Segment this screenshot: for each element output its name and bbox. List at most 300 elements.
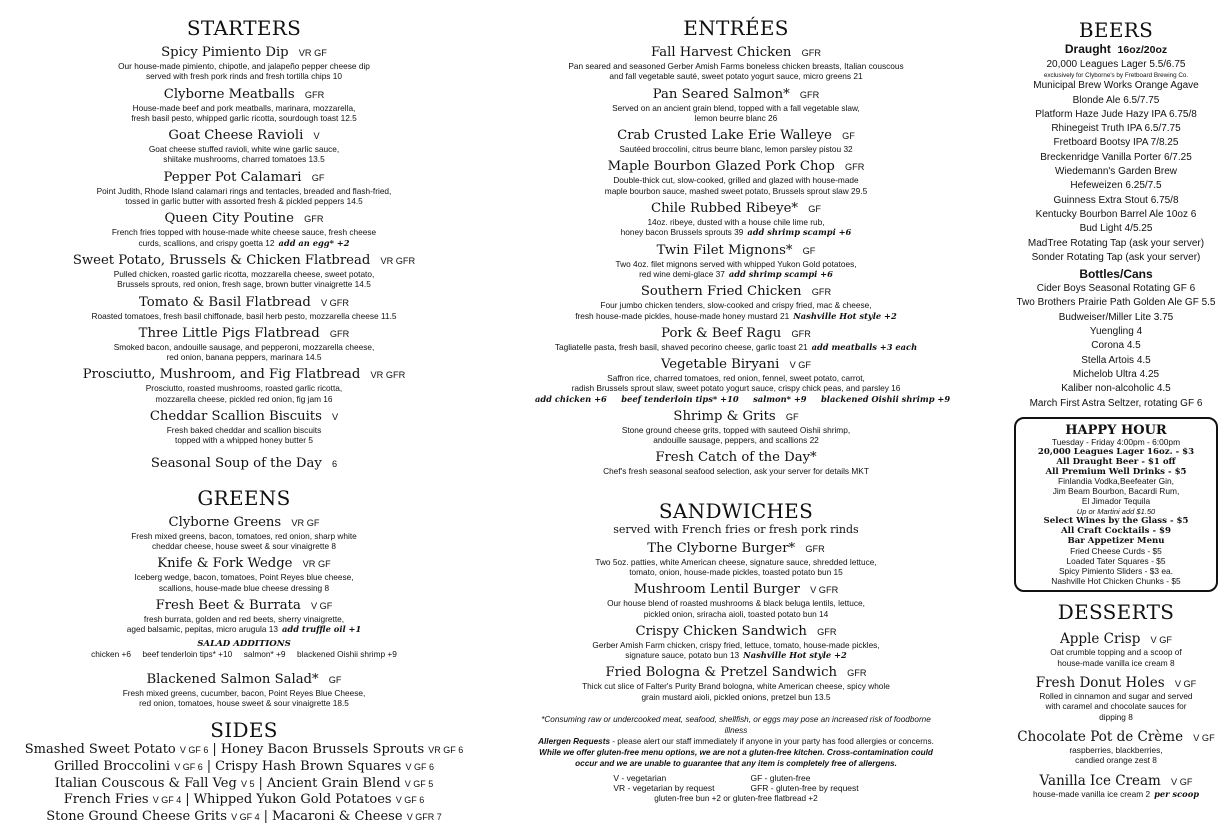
- item-desc: [6, 342, 482, 352]
- item-desc-text: Double-thick cut, slow-cooked, grilled and glazed with house-made: [613, 175, 859, 186]
- item-desc: [6, 279, 482, 289]
- item-desc-text: shiitake mushrooms, charred tomatoes 13.5: [163, 154, 325, 165]
- menu-item: [1014, 672, 1218, 722]
- item-desc-text: topped with a whipped honey butter 5: [175, 435, 313, 446]
- item-desc-text: Tagliatelle pasta, fresh basil, shaved pecorino cheese, garlic toast 21: [554, 341, 808, 352]
- beer-item: Wiedemann's Garden Brew: [1055, 166, 1177, 178]
- item-desc-text: signature sauce, potato bun 13: [625, 650, 740, 661]
- desserts-list: [1014, 628, 1218, 798]
- item-addon: add meatballs +3 each: [811, 341, 918, 352]
- item-desc: [535, 681, 937, 691]
- item-desc-text: curds, scallions, and crispy goetta 12: [138, 237, 275, 248]
- happy-hour-line: All Draught Beer - $1 off: [1056, 456, 1176, 467]
- item-desc-text: house-made vanilla ice cream 2: [1032, 788, 1151, 799]
- starters-list: [6, 41, 482, 446]
- item-desc-text: red wine demi-glace 37: [639, 268, 725, 279]
- item-name: Maple Bourbon Glazed Pork Chop: [607, 159, 835, 175]
- beer-item: Guinness Extra Stout 6.75/8: [1053, 194, 1179, 206]
- item-desc: [535, 373, 937, 383]
- item-desc-text: Prosciutto, roasted mushrooms, roasted garlic ricotta,: [145, 383, 343, 394]
- side-name: Honey Bacon Brussels Sprouts: [220, 742, 425, 758]
- item-desc: red onion, tomatoes, house sweet & sour vinaigrette 18.5: [139, 698, 349, 709]
- item-desc: [535, 557, 937, 567]
- item-desc: [6, 186, 482, 196]
- left-column: [6, 0, 482, 826]
- legend-vr: VR - vegetarian by request: [613, 783, 715, 794]
- item-name: Fresh Catch of the Day*: [655, 450, 817, 466]
- item-name: Fresh Donut Holes: [1035, 675, 1165, 692]
- item-name: Crispy Chicken Sandwich: [635, 623, 807, 639]
- side-tags: V GF 4: [152, 795, 182, 806]
- item-desc: [6, 541, 482, 551]
- allergen-note: [535, 736, 937, 747]
- item-name: Chile Rubbed Ribeye*: [651, 201, 799, 217]
- item-desc-text: Fresh baked cheddar and scallion biscuits: [166, 425, 322, 436]
- side-name: French Fries: [63, 792, 149, 808]
- item-tags: GF: [842, 131, 855, 142]
- item-desc-text: mozzarella cheese, pickled red onion, fig jam 16: [155, 393, 333, 404]
- item-name: Apple Crisp: [1060, 631, 1141, 648]
- allergen-text: - please alert our staff immediately if anyone in your party has food allergies or concerns.: [610, 737, 934, 747]
- menu-item: [535, 239, 937, 280]
- item-tags: GFR: [304, 214, 324, 225]
- sides-row: [6, 776, 482, 793]
- item-desc-text: Our house blend of roasted mushrooms & black beluga lentils, lettuce,: [607, 598, 865, 609]
- item-desc-text: Stone ground cheese grits, topped with sauteed Oishii shrimp,: [621, 424, 851, 435]
- gf-bun-note: gluten-free bun +2 or gluten-free flatbread +2: [654, 794, 818, 804]
- greens-list: [6, 511, 482, 635]
- happy-hour-line: Jim Beam Bourbon, Bacardi Rum,: [1052, 486, 1180, 497]
- side-tags: V GF 6: [405, 762, 434, 773]
- legend-gf: GF - gluten-free: [750, 773, 811, 784]
- item-name: Fried Bologna & Pretzel Sandwich: [605, 665, 837, 681]
- item-desc-text: lemon beurre blanc 26: [694, 112, 778, 123]
- side-tags: V GF 5: [404, 778, 434, 789]
- item-desc-text: Brussels sprouts, red onion, fresh sage, brown butter vinaigrette 14.5: [117, 279, 371, 290]
- item-tags: GFR: [845, 162, 865, 173]
- draught-label: Draught: [1064, 42, 1111, 56]
- happy-hour-list: [1018, 448, 1214, 587]
- sides-heading: SIDES: [210, 718, 278, 743]
- item-desc: [6, 269, 482, 279]
- item-name: Fall Harvest Chicken: [651, 45, 792, 60]
- item-desc: [6, 196, 482, 206]
- item-desc: [535, 175, 937, 185]
- legend-v: V - vegetarian: [613, 773, 667, 784]
- consume-warning: *Consuming raw or undercooked meat, seafood, shellfish, or eggs may pose an increased risk of foodborne illness: [541, 715, 931, 736]
- item-tags: GFR: [791, 328, 811, 339]
- item-desc: [1014, 789, 1218, 799]
- item-desc: [6, 435, 482, 445]
- menu-item: [6, 291, 482, 321]
- item-name: The Clyborne Burger*: [647, 540, 796, 556]
- menu-item: [6, 452, 482, 472]
- legend-gfr: GFR - gluten-free by request: [750, 783, 859, 794]
- item-name: Sweet Potato, Brussels & Chicken Flatbread: [72, 252, 371, 268]
- menu-item: [535, 83, 937, 124]
- item-tags: V GF: [1150, 635, 1172, 646]
- menu-item: [535, 155, 937, 196]
- item-tags: V GF: [310, 600, 333, 611]
- beer-item: Kentucky Bourbon Barrel Ale 10oz 6: [1035, 208, 1197, 220]
- item-desc-text: red onion, banana peppers, marinara 14.5: [166, 352, 322, 363]
- side-tags: V GF 6: [179, 745, 209, 756]
- side-tags: V GF 6: [395, 795, 425, 806]
- item-addon: add chicken +6 beef tenderloin tips* +10 salmon* +9 blackened Oishii shrimp +9: [535, 393, 951, 404]
- beer-item: Municipal Brew Works Orange Agave: [1033, 80, 1199, 92]
- sides-divider: |: [258, 775, 263, 791]
- bottle-item: Two Brothers Prairie Path Golden Ale GF 5.5: [1016, 297, 1216, 309]
- item-name: Clyborne Meatballs: [163, 86, 295, 102]
- item-desc: [1014, 745, 1218, 755]
- happy-hour-line: Bar Appetizer Menu: [1067, 535, 1165, 546]
- item-desc-text: Saffron rice, charred tomatoes, red onion, fennel, sweet potato, carrot,: [607, 373, 865, 384]
- sides-row: [6, 759, 482, 776]
- happy-hour-line: All Premium Well Drinks - $5: [1045, 466, 1187, 477]
- menu-item: [1014, 770, 1218, 799]
- notes-block: [535, 714, 937, 769]
- item-name: Knife & Fork Wedge: [157, 556, 293, 572]
- sides-row: [6, 792, 482, 809]
- middle-column: [535, 0, 951, 804]
- item-name: Southern Fried Chicken: [640, 284, 802, 300]
- item-tags: V GFR: [320, 297, 350, 308]
- item-desc-text: Gerber Amish Farm chicken, crispy fried, lettuce, tomato, house-made pickles,: [592, 639, 880, 650]
- item-tags: GFR: [304, 89, 325, 100]
- item-desc: [1014, 691, 1218, 701]
- menu-item: [535, 578, 937, 619]
- item-name: Pan Seared Salmon*: [652, 86, 790, 102]
- item-desc-text: radish Brussels sprout slaw, sweet potato yogurt sauce, crispy chick peas, and parsley 16: [571, 383, 901, 394]
- menu-item: [6, 166, 482, 207]
- menu-item: [535, 280, 937, 321]
- menu-item: [6, 668, 482, 709]
- gf-warning: occur and we are unable to guarantee that any item is completely free of allergens.: [575, 759, 897, 769]
- item-desc-text: pickled onion, sriracha aioli, toasted potato bun 14: [643, 608, 829, 619]
- item-tags: V GF: [1193, 732, 1215, 743]
- item-desc-text: Goat cheese stuffed ravioli, white wine garlic sauce,: [148, 144, 340, 155]
- item-desc: [535, 144, 937, 154]
- item-tags: GFR: [801, 48, 821, 58]
- bottle-item: Budweiser/Miller Lite 3.75: [1058, 311, 1174, 323]
- item-tags: VR GFR: [380, 255, 416, 266]
- sides-divider: |: [185, 792, 190, 808]
- salad-additions-title: SALAD ADDITIONS: [197, 639, 291, 650]
- item-tags: GFR: [799, 89, 820, 100]
- item-desc: [6, 61, 482, 71]
- item-name: Seasonal Soup of the Day: [150, 455, 322, 471]
- item-desc: [6, 572, 482, 582]
- item-desc-text: fresh basil pesto, whipped garlic ricotta, sourdough toast 12.5: [131, 112, 357, 123]
- item-desc: [6, 227, 482, 237]
- item-desc-text: House-made beef and pork meatballs, marinara, mozzarella,: [132, 102, 356, 113]
- bottles-heading: Bottles/Cans: [1079, 267, 1153, 282]
- item-addon: Nashville Hot style +2: [793, 310, 897, 321]
- bottle-item: Cider Boys Seasonal Rotating GF 6: [1036, 283, 1196, 295]
- item-desc: [535, 227, 937, 237]
- greens-heading: GREENS: [197, 485, 291, 510]
- item-desc-text: Our house-made pimiento, chipotle, and jalapeño pepper cheese dip: [118, 61, 370, 71]
- side-tags: V GF 6: [174, 762, 203, 773]
- item-desc: [535, 425, 937, 435]
- menu-item: [535, 322, 937, 352]
- item-desc: [6, 113, 482, 123]
- item-desc: [535, 300, 937, 310]
- side-name: Crispy Hash Brown Squares: [215, 759, 402, 775]
- item-tags: V GF: [1171, 776, 1193, 787]
- beer-item: Platform Haze Jude Hazy IPA 6.75/8: [1035, 108, 1197, 120]
- sides-row: [6, 809, 482, 826]
- draught-heading: [1014, 42, 1218, 58]
- item-name: Pork & Beef Ragu: [661, 325, 782, 341]
- item-desc: [535, 609, 937, 619]
- happy-hour-title: HAPPY HOUR: [1065, 422, 1167, 438]
- menu-item: [6, 594, 482, 635]
- item-desc-text: Thick cut slice of Falter's Purity Brand bologna, white American cheese, spicy whole: [582, 681, 890, 692]
- menu-item: [535, 661, 937, 702]
- item-desc: [535, 435, 937, 445]
- menu-item: [6, 511, 482, 552]
- item-desc: [6, 583, 482, 593]
- menu-item: [535, 197, 937, 238]
- item-desc: [6, 238, 482, 248]
- item-desc: [535, 640, 937, 650]
- item-tags: V GFR: [810, 585, 839, 596]
- beer-item: Blonde Ale 6.5/7.75: [1072, 94, 1160, 106]
- item-desc-text: Sautéed broccolini, citrus beurre blanc, lemon parsley pistou 32: [619, 144, 853, 155]
- beer-item: Bud Light 4/5.25: [1079, 223, 1153, 235]
- item-addon: add shrimp scampi +6: [728, 268, 833, 279]
- happy-hour-line: Select Wines by the Glass - $5: [1043, 516, 1189, 527]
- starters-heading: STARTERS: [186, 16, 302, 40]
- salad-additions: chicken +6 beef tenderloin tips* +10 salmon* +9 blackened Oishii shrimp +9: [91, 649, 397, 660]
- item-tags: GFR: [805, 543, 825, 554]
- item-tags: VR GF: [302, 559, 331, 570]
- item-desc-text: Two 5oz. patties, white American cheese, signature sauce, shredded lettuce,: [595, 556, 877, 567]
- happy-hour-line: All Craft Cocktails - $9: [1061, 525, 1171, 536]
- happy-hour-line: 20,000 Leagues Lager 16oz. - $3: [1037, 446, 1195, 457]
- item-desc: [535, 311, 937, 321]
- item-desc: [535, 342, 937, 352]
- item-addon: per scoop: [1154, 788, 1200, 799]
- item-desc-text: Iceberg wedge, bacon, tomatoes, Point Reyes blue cheese,: [134, 572, 354, 583]
- item-desc-text: candied orange zest 8: [1075, 755, 1157, 766]
- happy-hour-line: Loaded Tater Squares - $5: [1066, 555, 1166, 566]
- happy-hour-box: [1014, 417, 1218, 593]
- item-desc: Fresh mixed greens, cucumber, bacon, Point Reyes Blue Cheese,: [122, 687, 366, 698]
- item-price: 6: [332, 458, 338, 469]
- item-tags: V: [332, 412, 339, 423]
- side-name: Italian Couscous & Fall Veg: [54, 775, 237, 791]
- draught-list: [1014, 58, 1218, 265]
- item-tags: V GF: [1174, 679, 1197, 690]
- item-tags: VR GF: [291, 517, 320, 528]
- item-tags: V GF: [789, 360, 812, 371]
- item-tags: GF: [311, 172, 325, 183]
- happy-hour-line: El Jimador Tequila: [1081, 496, 1151, 507]
- item-desc-text: grain mustard aioli, pickled onions, pretzel bun 13.5: [641, 691, 831, 702]
- side-name: Whipped Yukon Gold Potatoes: [193, 792, 392, 808]
- side-name: Stone Ground Cheese Grits: [46, 809, 227, 825]
- item-desc: [6, 531, 482, 541]
- item-desc-text: Pulled chicken, roasted garlic ricotta, mozzarella cheese, sweet potato,: [113, 268, 375, 279]
- menu-item: [6, 552, 482, 593]
- beer-item: Rhinegeist Truth IPA 6.5/7.75: [1051, 123, 1181, 135]
- entrees-heading: ENTRÉES: [683, 16, 789, 40]
- side-name: Macaroni & Cheese: [271, 809, 403, 825]
- bottle-item: Yuengling 4: [1089, 326, 1143, 338]
- item-desc-text: dipping 8: [1099, 711, 1133, 722]
- menu-item: [6, 41, 482, 82]
- beers-heading: BEERS: [1078, 18, 1154, 42]
- item-desc: [6, 624, 482, 634]
- item-addon: add an egg* +2: [278, 237, 350, 248]
- item-desc-text: with caramel and chocolate sauces for: [1045, 701, 1187, 712]
- item-name: Twin Filet Mignons*: [656, 242, 793, 258]
- item-tags: GFR: [329, 328, 350, 339]
- beer-note: exclusively for Clyborne's by Fretboard Brewing Co.: [1043, 72, 1189, 80]
- beer-item: Breckenridge Vanilla Porter 6/7.25: [1040, 151, 1192, 163]
- item-desc-text: Point Judith, Rhode Island calamari rings and tentacles, breaded and flash-fried,: [96, 185, 392, 196]
- happy-hour-line: Fried Cheese Curds - $5: [1070, 545, 1162, 556]
- menu-item: [1014, 628, 1218, 668]
- item-desc: [1014, 712, 1218, 722]
- item-desc-text: Roasted tomatoes, fresh basil chiffonade, basil herb pesto, mozzarella cheese 11.5: [91, 310, 397, 321]
- desserts-heading: DESSERTS: [1057, 600, 1175, 625]
- side-tags: V GF 4: [231, 812, 260, 823]
- item-desc-text: Smoked bacon, andouille sausage, and pepperoni, mozzarella cheese,: [113, 341, 375, 352]
- beer-item: Fretboard Bootsy IPA 7/8.25: [1053, 137, 1179, 149]
- gf-warning: While we offer gluten-free menu options, we are not a gluten-free kitchen. Cross-contamination could: [539, 748, 933, 758]
- item-desc-text: French fries topped with house-made white cheese sauce, fresh cheese: [111, 227, 377, 238]
- item-desc: [6, 144, 482, 154]
- item-addon: add shrimp scampi +6: [747, 227, 852, 238]
- sandwiches-heading: SANDWICHES: [658, 498, 814, 523]
- beer-item: Sonder Rotating Tap (ask your server): [1031, 251, 1201, 263]
- menu-item: [6, 207, 482, 248]
- item-name: Chocolate Pot de Crème: [1017, 728, 1184, 745]
- sides-divider: |: [212, 742, 217, 758]
- item-desc-text: honey bacon Brussels sprouts 39: [620, 227, 744, 238]
- beer-item: Hefeweizen 6.25/7.5: [1070, 180, 1162, 192]
- side-name: Smashed Sweet Potato: [24, 742, 176, 758]
- item-desc: [6, 614, 482, 624]
- dietary-legend: [535, 773, 937, 793]
- item-name: Clyborne Greens: [168, 514, 282, 530]
- item-tags: GFR: [847, 668, 867, 679]
- bottle-item: Kaliber non-alcoholic 4.5: [1061, 383, 1171, 395]
- allergen-label: Allergen Requests: [538, 737, 610, 747]
- item-desc: [6, 311, 482, 321]
- item-name: Three Little Pigs Flatbread: [138, 325, 320, 341]
- item-desc-text: 14oz. ribeye, dusted with a house chile lime rub,: [647, 217, 825, 228]
- menu-item: [535, 620, 937, 661]
- beer-item: 20,000 Leagues Lager 5.5/6.75: [1046, 59, 1186, 70]
- item-desc-text: cheddar cheese, house sweet & sour vinaigrette 8: [151, 540, 337, 551]
- item-name: Vanilla Ice Cream: [1039, 772, 1161, 789]
- menu-item: [6, 405, 482, 446]
- menu-item: [1014, 726, 1218, 766]
- item-desc-text: Oat crumble topping and a scoop of: [1050, 647, 1182, 658]
- item-name: Blackened Salmon Salad*: [146, 671, 319, 687]
- bottle-item: March First Astra Seltzer, rotating GF 6: [1029, 397, 1203, 409]
- item-name: Pepper Pot Calamari: [163, 169, 302, 185]
- menu-item: [6, 124, 482, 165]
- item-addon: Nashville Hot style +2: [743, 650, 847, 661]
- item-desc-text: maple bourbon sauce, mashed sweet potato, Brussels sprout slaw 29.5: [604, 185, 868, 196]
- item-desc: [6, 394, 482, 404]
- item-desc: [535, 692, 937, 702]
- item-name: Tomato & Basil Flatbread: [138, 294, 311, 310]
- item-tags: GFR: [811, 287, 832, 298]
- item-desc: [1014, 755, 1218, 765]
- item-desc-text: Pan seared and seasoned Gerber Amish Farms boneless chicken breasts, Italian couscous: [568, 61, 904, 71]
- sides-list: [6, 742, 482, 826]
- item-desc-text: aged balsamic, pepitas, micro arugula 13: [126, 624, 279, 635]
- item-desc: [6, 352, 482, 362]
- item-desc-text: fresh house-made pickles, house-made honey mustard 21: [575, 310, 790, 321]
- item-desc-text: fresh burrata, golden and red beets, sherry vinaigrette,: [143, 613, 345, 624]
- item-name: Crab Crusted Lake Erie Walleye: [617, 128, 832, 144]
- item-desc: [535, 269, 937, 279]
- item-desc: [535, 186, 937, 196]
- menu-item: [535, 353, 951, 404]
- item-tags: GF: [785, 411, 799, 422]
- right-column: [1014, 0, 1218, 799]
- sides-divider: |: [206, 759, 212, 775]
- item-desc-text: house-made vanilla ice cream 8: [1057, 657, 1175, 668]
- draught-sizes: 16oz/20oz: [1117, 44, 1168, 56]
- item-name: Prosciutto, Mushroom, and Fig Flatbread: [82, 367, 361, 383]
- menu-item: [6, 249, 482, 290]
- item-desc-text: scallions, house-made blue cheese dressing 8: [158, 582, 330, 593]
- bottle-item: Stella Artois 4.5: [1081, 354, 1151, 366]
- item-tags: GFR: [817, 626, 837, 637]
- item-desc: [1014, 647, 1218, 657]
- item-desc-text: tossed in garlic butter with assorted fresh & pickled peppers 14.5: [125, 196, 363, 207]
- menu-item: [6, 322, 482, 363]
- item-name: Mushroom Lentil Burger: [633, 582, 800, 598]
- happy-hour-line: Finlandia Vodka,Beefeater Gin,: [1058, 476, 1174, 487]
- item-desc-text: Two 4oz. filet mignons served with whipped Yukon Gold potatoes,: [615, 258, 857, 269]
- happy-hour-line: Spicy Pimiento Sliders - $3 ea.: [1058, 565, 1174, 576]
- item-desc-text: tomato, onion, house-made pickles, toasted potato bun 15: [629, 566, 843, 577]
- item-tags: GF: [802, 245, 816, 256]
- item-name: Shrimp & Grits: [673, 408, 776, 424]
- side-name: Grilled Broccolini: [54, 759, 171, 775]
- item-desc: [6, 383, 482, 393]
- item-addon: add truffle oil +1: [282, 624, 362, 635]
- item-tags: GF: [808, 204, 821, 215]
- side-name: Ancient Grain Blend: [266, 775, 401, 791]
- side-tags: V 5: [240, 778, 255, 789]
- menu-item: [535, 446, 937, 476]
- item-desc: [535, 113, 937, 123]
- side-tags: V GFR 7: [406, 812, 442, 823]
- happy-hour-hours: Tuesday - Friday 4:00pm - 6:00pm: [1051, 436, 1181, 447]
- item-name: Cheddar Scallion Biscuits: [149, 409, 322, 425]
- item-desc-text: Served on an ancient grain blend, topped with a fall vegetable slaw,: [612, 102, 860, 113]
- item-desc: [535, 466, 937, 476]
- item-desc-text: raspberries, blackberries,: [1069, 744, 1163, 755]
- entrees-list: [535, 41, 951, 477]
- item-desc: [1014, 701, 1218, 711]
- item-desc: [535, 383, 937, 393]
- item-name: Queen City Poutine: [164, 211, 294, 227]
- menu-item: [535, 41, 937, 82]
- item-desc-text: Chef's fresh seasonal seafood selection, ask your server for details MKT: [603, 466, 869, 477]
- item-desc: [1014, 658, 1218, 668]
